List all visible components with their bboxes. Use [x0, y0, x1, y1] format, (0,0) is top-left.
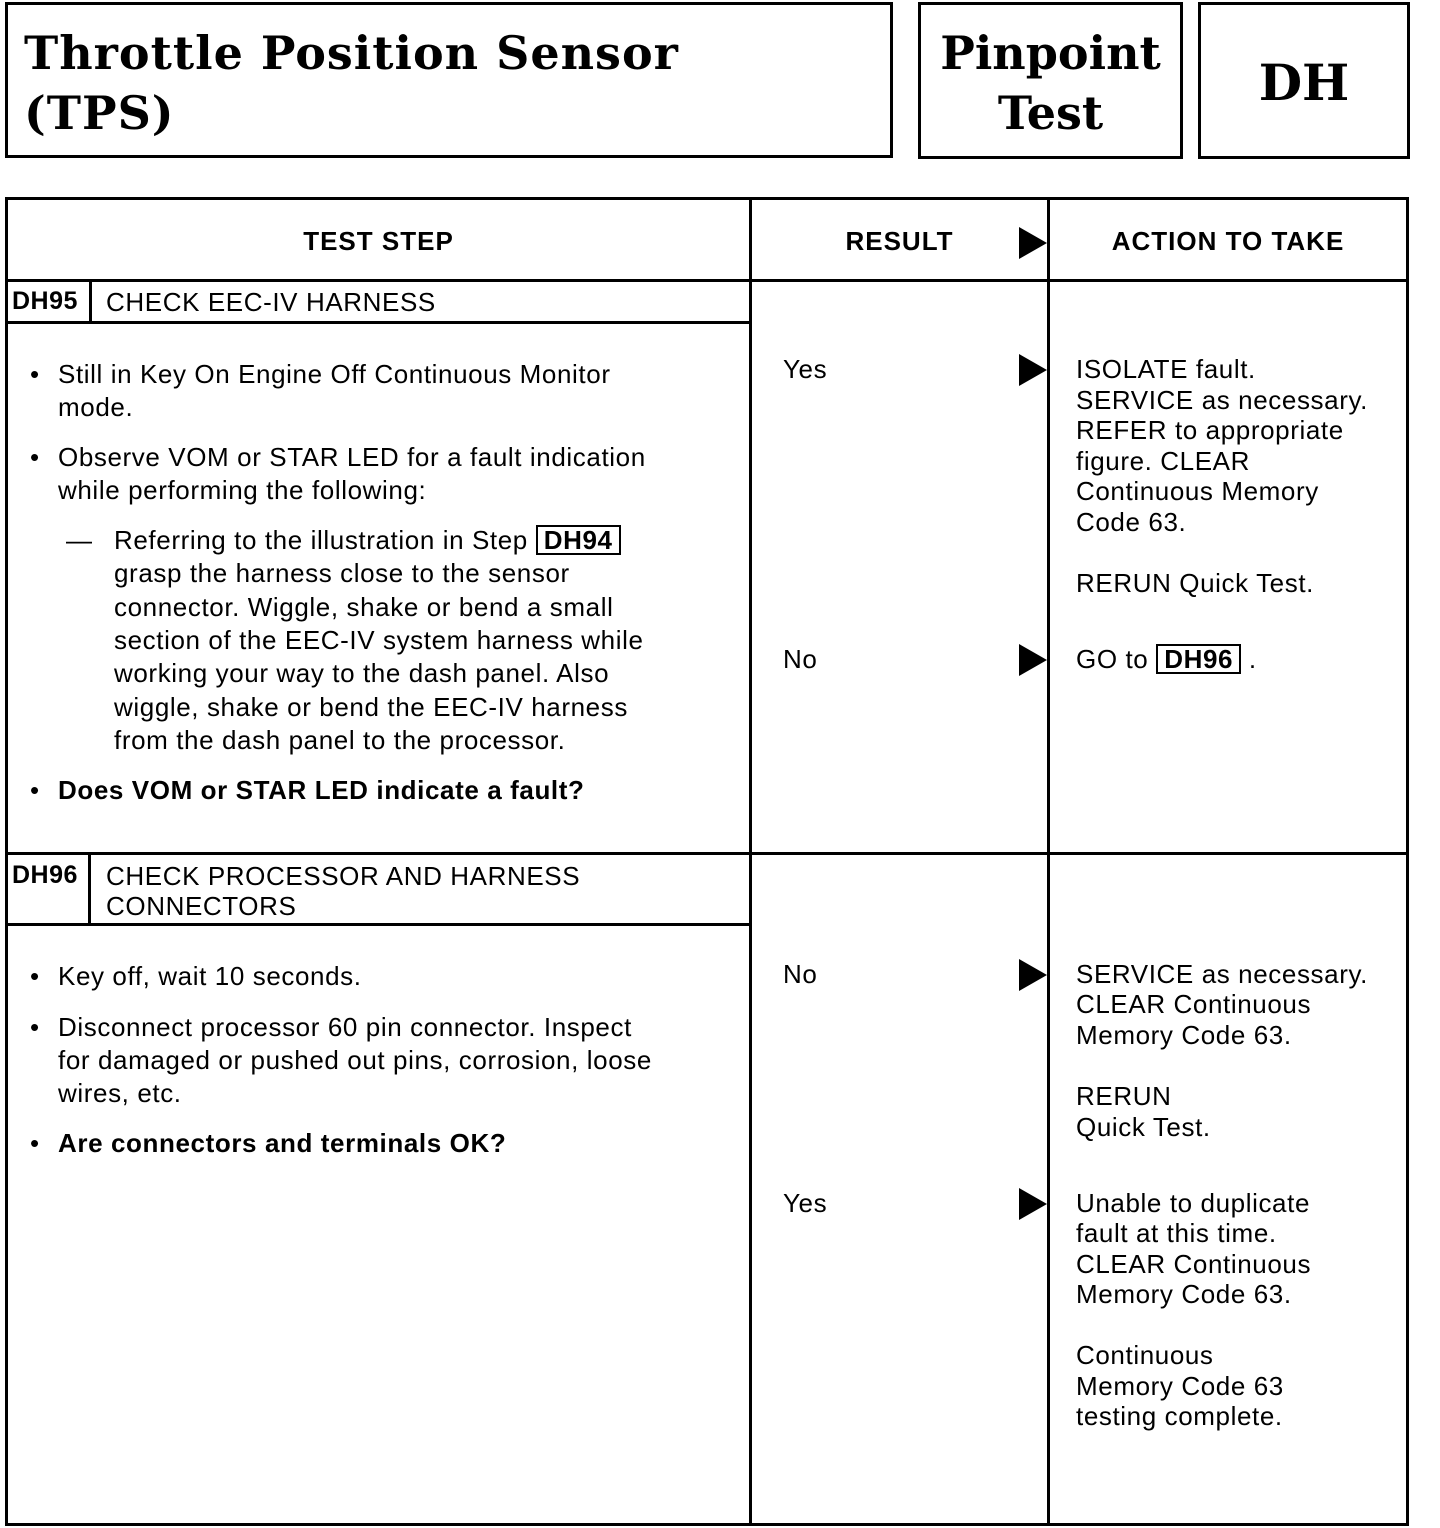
test-code: DH [1258, 53, 1350, 112]
dh96-question: Are connectors and terminals OK? [58, 1128, 507, 1158]
step-id-dh95: DH95 [12, 287, 78, 315]
dh96-action2-line1: Unable to duplicate [1076, 1188, 1310, 1218]
dh95-sub-line5: working your way to the dash panel. Also [114, 658, 610, 688]
bullet-icon: • [30, 1012, 40, 1042]
result-arrow-icon [1019, 1188, 1047, 1220]
dh95-sub-line3: connector. Wiggle, shake or bend a small [114, 592, 614, 622]
bullet-icon: • [30, 775, 40, 805]
dh96-bullet2-line3: wires, etc. [58, 1078, 182, 1108]
test-code-box [1198, 2, 1410, 159]
dh96-action1-line1: SERVICE as necessary. [1076, 959, 1368, 989]
dh95-action1-line2: SERVICE as necessary. [1076, 385, 1368, 415]
dh96-action1-line3: Memory Code 63. [1076, 1020, 1292, 1050]
dh96-bullet1: Key off, wait 10 seconds. [58, 961, 362, 991]
dh95-sub-line7: from the dash panel to the processor. [114, 725, 566, 755]
dh95-sub-line2: grasp the harness close to the sensor [114, 558, 570, 588]
result-arrow-icon [1019, 227, 1047, 259]
step-id-dh96: DH96 [12, 861, 78, 889]
step-ref-dh94[interactable]: DH94 [536, 525, 621, 555]
column-header-result: RESULT [845, 226, 954, 256]
step-title-dh95: CHECK EEC-IV HARNESS [106, 287, 436, 317]
dh96-action2-line2: fault at this time. [1076, 1218, 1277, 1248]
dh96-action1-line4: RERUN [1076, 1081, 1172, 1111]
dh95-action2 [1076, 643, 1257, 676]
step-ref-dh96[interactable]: DH96 [1156, 644, 1241, 674]
page-title-line1: Throttle Position Sensor [24, 26, 679, 80]
dh96-action2-line7: testing complete. [1076, 1401, 1283, 1431]
dh96-action1-line5: Quick Test. [1076, 1112, 1211, 1142]
column-header-action: ACTION TO TAKE [1111, 226, 1345, 256]
dh95-sub-line6: wiggle, shake or bend the EEC-IV harness [114, 692, 628, 722]
dh95-question: Does VOM or STAR LED indicate a fault? [58, 775, 585, 805]
dash-icon: — [66, 525, 93, 555]
dh95-action1-line5: Continuous Memory [1076, 476, 1319, 506]
dh96-result-no: No [783, 959, 818, 989]
dh95-bullet1-line2: mode. [58, 392, 134, 422]
dh95-sub-line4: section of the EEC-IV system harness while [114, 625, 644, 655]
result-arrow-icon [1019, 959, 1047, 991]
dh95-action1-line6: Code 63. [1076, 507, 1187, 537]
dh96-action2-line4: Memory Code 63. [1076, 1279, 1292, 1309]
dh96-bullet2-line2: for damaged or pushed out pins, corrosion, loose [58, 1045, 652, 1075]
dh96-bullet2-line1: Disconnect processor 60 pin connector. Inspect [58, 1012, 632, 1042]
dh95-action1-line1: ISOLATE fault. [1076, 354, 1256, 384]
dh96-action1-line2: CLEAR Continuous [1076, 989, 1312, 1019]
dh95-bullet1-line1: Still in Key On Engine Off Continuous Monitor [58, 359, 611, 389]
bullet-icon: • [30, 442, 40, 472]
pinpoint-label: Pinpoint [940, 26, 1161, 80]
pinpoint-test-box [918, 2, 1183, 159]
title-box [5, 2, 893, 158]
dh95-sub-line1-text: Referring to the illustration in Step [114, 525, 528, 555]
dh95-sub-line1 [114, 524, 621, 557]
dh95-action1-line4: figure. CLEAR [1076, 446, 1250, 476]
page-title-line2: (TPS) [24, 86, 175, 140]
result-arrow-icon [1019, 354, 1047, 386]
bullet-icon: • [30, 359, 40, 389]
dh95-action1-line7: RERUN Quick Test. [1076, 568, 1314, 598]
dh96-action2-line6: Memory Code 63 [1076, 1371, 1284, 1401]
dh95-bullet2-line1: Observe VOM or STAR LED for a fault indication [58, 442, 646, 472]
dh96-action2-line3: CLEAR Continuous [1076, 1249, 1312, 1279]
dh95-result-no: No [783, 644, 818, 674]
dh95-action1-line3: REFER to appropriate [1076, 415, 1344, 445]
dh95-bullet2-line2: while performing the following: [58, 475, 427, 505]
dh95-action2-text: GO to [1076, 644, 1149, 674]
result-arrow-icon [1019, 644, 1047, 676]
bullet-icon: • [30, 1128, 40, 1158]
dh95-result-yes: Yes [783, 354, 828, 384]
column-header-test-step: TEST STEP [303, 226, 454, 256]
dh95-action2-period: . [1248, 644, 1257, 674]
step-title-dh96-line1: CHECK PROCESSOR AND HARNESS [106, 861, 581, 891]
bullet-icon: • [30, 961, 40, 991]
step-title-dh96-line2: CONNECTORS [106, 891, 297, 921]
dh96-result-yes: Yes [783, 1188, 828, 1218]
test-label: Test [997, 86, 1104, 140]
dh96-action2-line5: Continuous [1076, 1340, 1214, 1370]
